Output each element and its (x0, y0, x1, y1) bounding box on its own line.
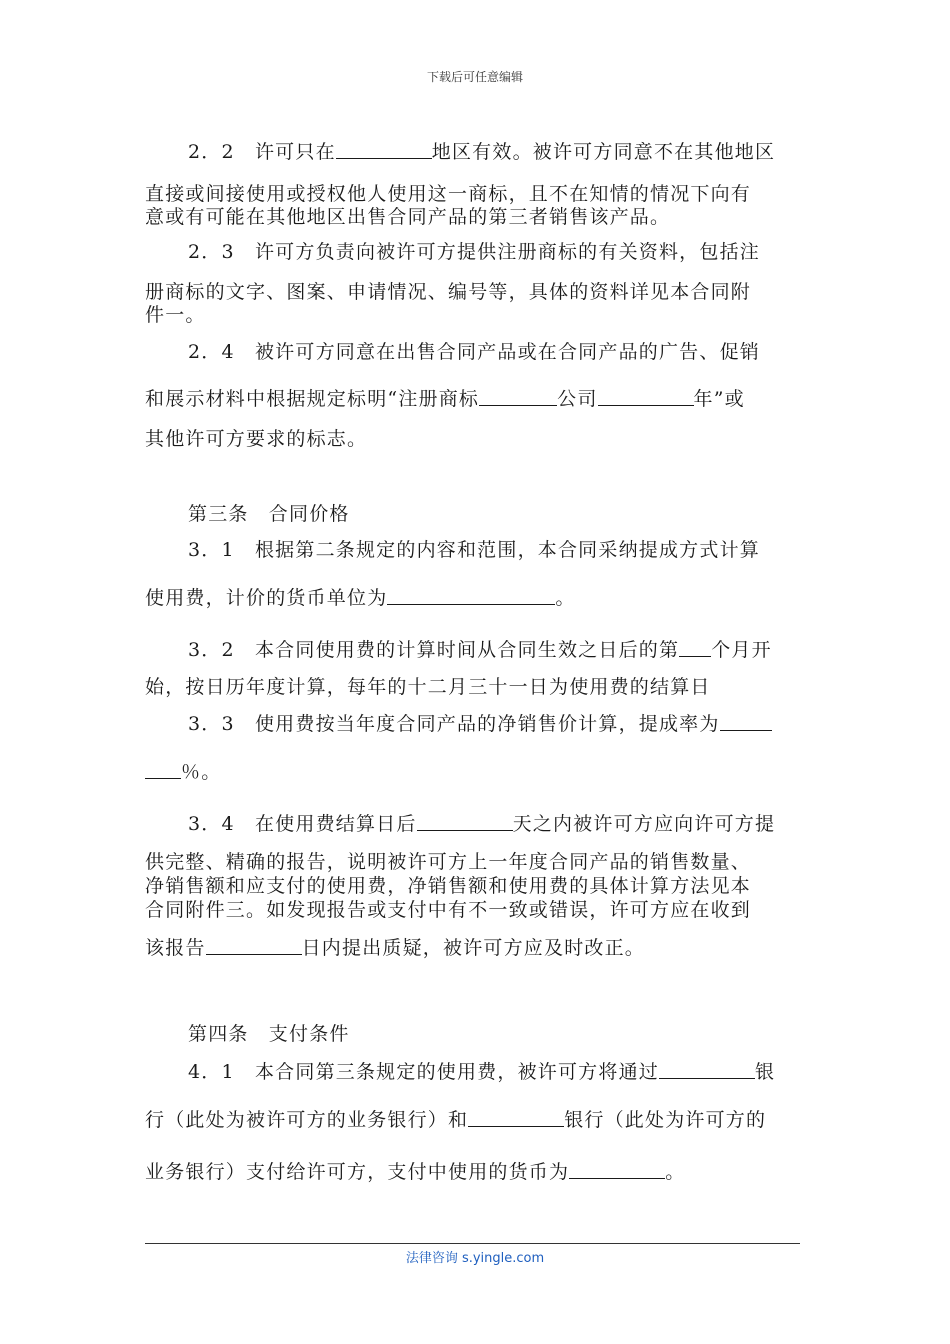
clause-3-1-line-2: 使用费，计价的货币单位为 。 (145, 587, 576, 609)
clause-3-4-line-1: 3．4 在使用费结算日后 天之内被许可方应向许可方提 (188, 813, 776, 835)
clause-4-1-line-2: 行（此处为被许可方的业务银行）和 银行（此处为许可方的 (145, 1109, 767, 1131)
clause-2-3-line-3: 件一。 (145, 304, 206, 326)
clause-2-2-line-2: 直接或间接使用或授权他人使用这一商标，且不在知情的情况下向有 (145, 183, 752, 205)
article-3-heading: 第三条 合同价格 (188, 503, 350, 525)
blank-field[interactable] (569, 1160, 665, 1179)
blank-field[interactable] (336, 140, 432, 159)
clause-2-3-line-2: 册商标的文字、图案、申请情况、编号等，具体的资料详见本合同附 (145, 281, 752, 303)
blank-field[interactable] (387, 586, 555, 605)
page-header: 下载后可任意编辑 (426, 70, 523, 84)
clause-3-3-line-2: ％。 (145, 760, 810, 784)
clause-3-4-line-3: 净销售额和应支付的使用费，净销售额和使用费的具体计算方法见本 (145, 875, 752, 897)
clause-2-4-line-1: 2．4 被许可方同意在出售合同产品或在合同产品的广告、促销 (188, 341, 760, 363)
clause-2-2-line-1: 2．2 许可只在 地区有效。被许可方同意不在其他地区 (188, 141, 776, 163)
article-4-heading: 第四条 支付条件 (188, 1023, 350, 1045)
blank-field[interactable] (145, 760, 181, 779)
blank-field[interactable] (720, 712, 772, 731)
footer-divider (145, 1243, 800, 1244)
clause-4-1-line-3: 业务银行）支付给许可方，支付中使用的货币为 。 (145, 1161, 686, 1183)
clause-3-4-line-5: 该报告 日内提出质疑，被许可方应及时改正。 (145, 937, 646, 959)
clause-3-4-line-4: 合同附件三。如发现报告或支付中有不一致或错误，许可方应在收到 (145, 899, 752, 921)
blank-field[interactable] (479, 387, 557, 406)
clause-3-1-line-1: 3．1 根据第二条规定的内容和范围，本合同采纳提成方式计算 (188, 539, 760, 561)
clause-3-4-line-2: 供完整、精确的报告，说明被许可方上一年度合同产品的销售数量、 (145, 851, 752, 873)
blank-field[interactable] (598, 387, 694, 406)
clause-3-2-line-2: 始，按日历年度计算，每年的十二月三十一日为使用费的结算日 (145, 676, 711, 698)
clause-3-2-line-1: 3．2 本合同使用费的计算时间从合同生效之日后的第 个月开 (188, 639, 772, 661)
blank-field[interactable] (206, 936, 302, 955)
clause-2-4-line-3: 其他许可方要求的标志。 (145, 428, 368, 450)
clause-2-4-line-2: 和展示材料中根据规定标明“注册商标 公司 年”或 (145, 388, 745, 410)
blank-field[interactable] (417, 812, 513, 831)
blank-field[interactable] (679, 638, 711, 657)
blank-field[interactable] (659, 1060, 755, 1079)
clause-2-3-line-1: 2．3 许可方负责向被许可方提供注册商标的有关资料，包括注 (188, 241, 760, 263)
clause-2-2-line-3: 意或有可能在其他地区出售合同产品的第三者销售该产品。 (145, 206, 671, 228)
clause-4-1-line-1: 4．1 本合同第三条规定的使用费，被许可方将通过 银 (188, 1061, 776, 1083)
clause-3-3-line-1: 3．3 使用费按当年度合同产品的净销售价计算，提成率为 (188, 712, 810, 736)
blank-field[interactable] (468, 1108, 564, 1127)
footer-link[interactable]: 法律咨询 s.yingle.com (405, 1251, 545, 1266)
